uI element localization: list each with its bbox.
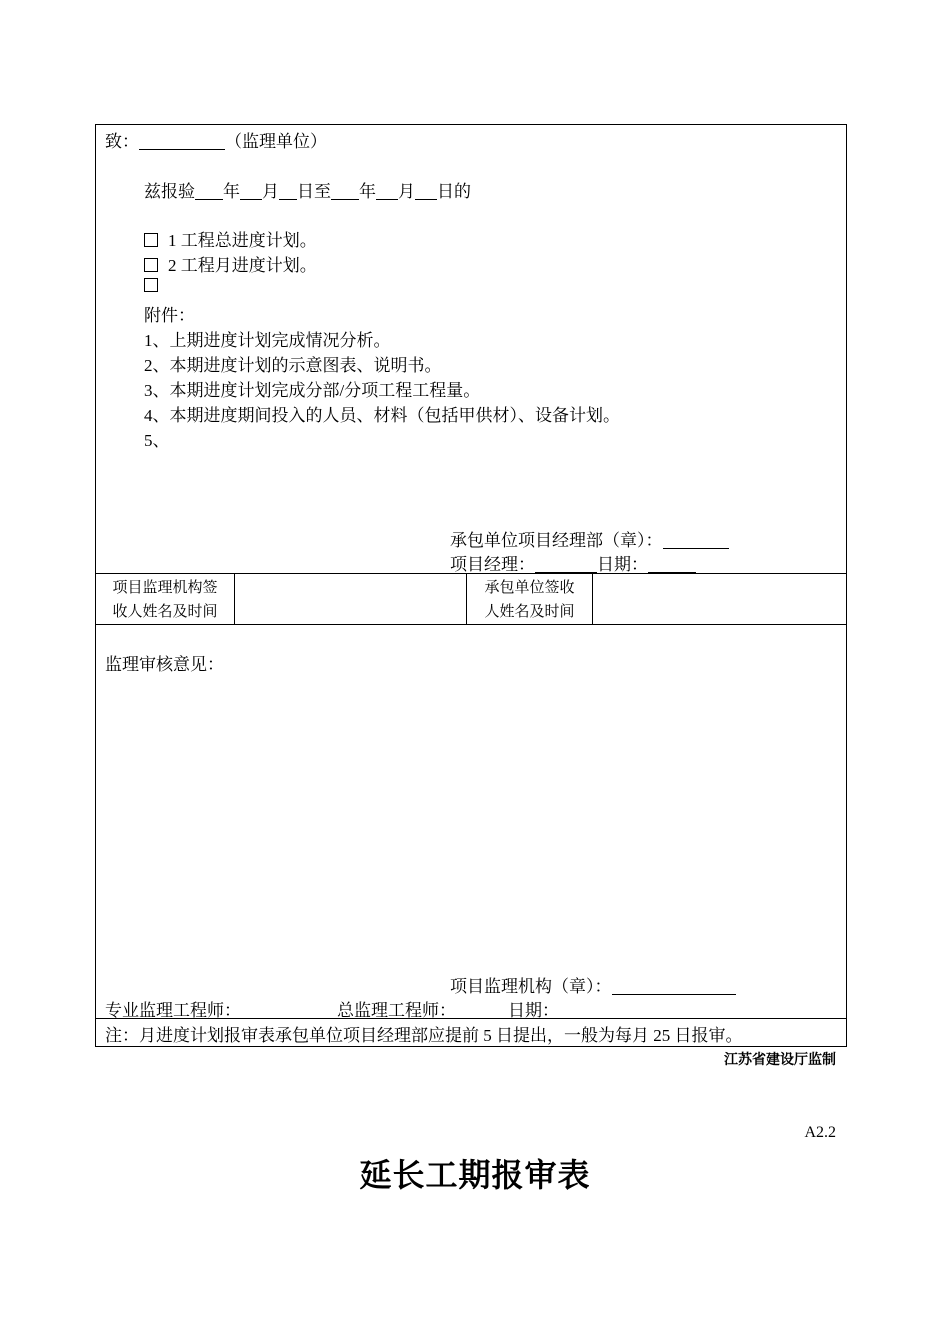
month-label: 月 [262,182,279,201]
supervision-sign-field[interactable] [235,574,466,624]
date-label: 日期： [597,555,648,574]
review-opinion-area[interactable] [105,680,835,960]
sign-label-line: 项目监理机构签 [112,580,218,596]
blank-month-2[interactable] [376,182,398,200]
form-code: A2.2 [804,1124,836,1141]
contractor-sign-field[interactable] [593,574,846,624]
supervision-org-line [450,972,736,997]
supervision-sign-label [96,576,234,624]
checkbox[interactable] [144,278,158,292]
option-row [144,276,168,296]
review-date-blank[interactable] [559,1001,611,1019]
attachment-item: 4、本期进度期间投入的人员、材料（包括甲供材）、设备计划。 [144,406,620,425]
contractor-seal-blank[interactable] [663,531,729,549]
date-blank[interactable] [648,555,696,573]
sign-label-line: 人姓名及时间 [484,604,575,620]
year-label: 年 [223,182,240,201]
checkbox[interactable] [144,258,158,272]
note-text: 注：月进度计划报审表承包单位项目经理部应提前 5 日提出，一般为每月 25 日报审。 [105,1026,743,1045]
form-title: 延长工期报审表 [359,1156,591,1194]
project-manager-blank[interactable] [535,555,597,573]
day-of-label: 日的 [437,182,471,201]
day-to-label: 日至 [297,182,331,201]
option-label: 2 工程月进度计划。 [168,256,317,275]
contractor-dept-label: 承包单位项目经理部（章）： [450,531,663,550]
date-label: 日期： [508,1001,559,1020]
project-manager-label: 项目经理： [450,555,535,574]
row-divider-2 [95,624,847,625]
addressee-suffix: （监理单位） [225,132,327,151]
blank-year-2[interactable] [331,182,359,200]
attachment-item: 5、 [144,431,170,450]
addressee-blank[interactable] [139,132,225,150]
contractor-sign-label [467,576,592,624]
engineer-line [105,996,611,1021]
project-manager-line [450,550,696,575]
chief-engineer-label: 总监理工程师： [337,1001,456,1020]
blank-day-1[interactable] [279,182,297,200]
report-text: 兹报验 [144,182,195,201]
addressee-prefix: 致： [105,132,139,151]
contractor-dept-line [450,526,729,551]
option-label: 1 工程总进度计划。 [168,231,317,250]
year-label: 年 [359,182,376,201]
review-opinion-label: 监理审核意见： [105,655,224,674]
specialist-engineer-label: 专业监理工程师： [105,1001,241,1020]
chief-engineer-blank[interactable] [456,1001,508,1019]
blank-month-1[interactable] [240,182,262,200]
supervision-org-label: 项目监理机构（章）： [450,977,612,996]
attachment-item: 2、本期进度计划的示意图表、说明书。 [144,356,442,375]
attachment-item: 3、本期进度计划完成分部/分项工程工程量。 [144,381,481,400]
checkbox[interactable] [144,233,158,247]
specialist-engineer-blank[interactable] [241,1001,307,1019]
option-row [144,251,317,276]
report-period-line [144,177,471,202]
blank-year-1[interactable] [195,182,223,200]
sign-label-line: 收人姓名及时间 [112,604,218,620]
option-row [144,226,317,251]
supervision-seal-blank[interactable] [612,977,736,995]
month-label: 月 [398,182,415,201]
sign-label-line: 承包单位签收 [484,580,575,596]
attachment-item: 1、上期进度计划完成情况分析。 [144,331,391,350]
attachments-title: 附件： [144,306,195,325]
blank-day-2[interactable] [415,182,437,200]
addressee-line [105,127,327,152]
footer-org: 江苏省建设厅监制 [724,1052,836,1068]
